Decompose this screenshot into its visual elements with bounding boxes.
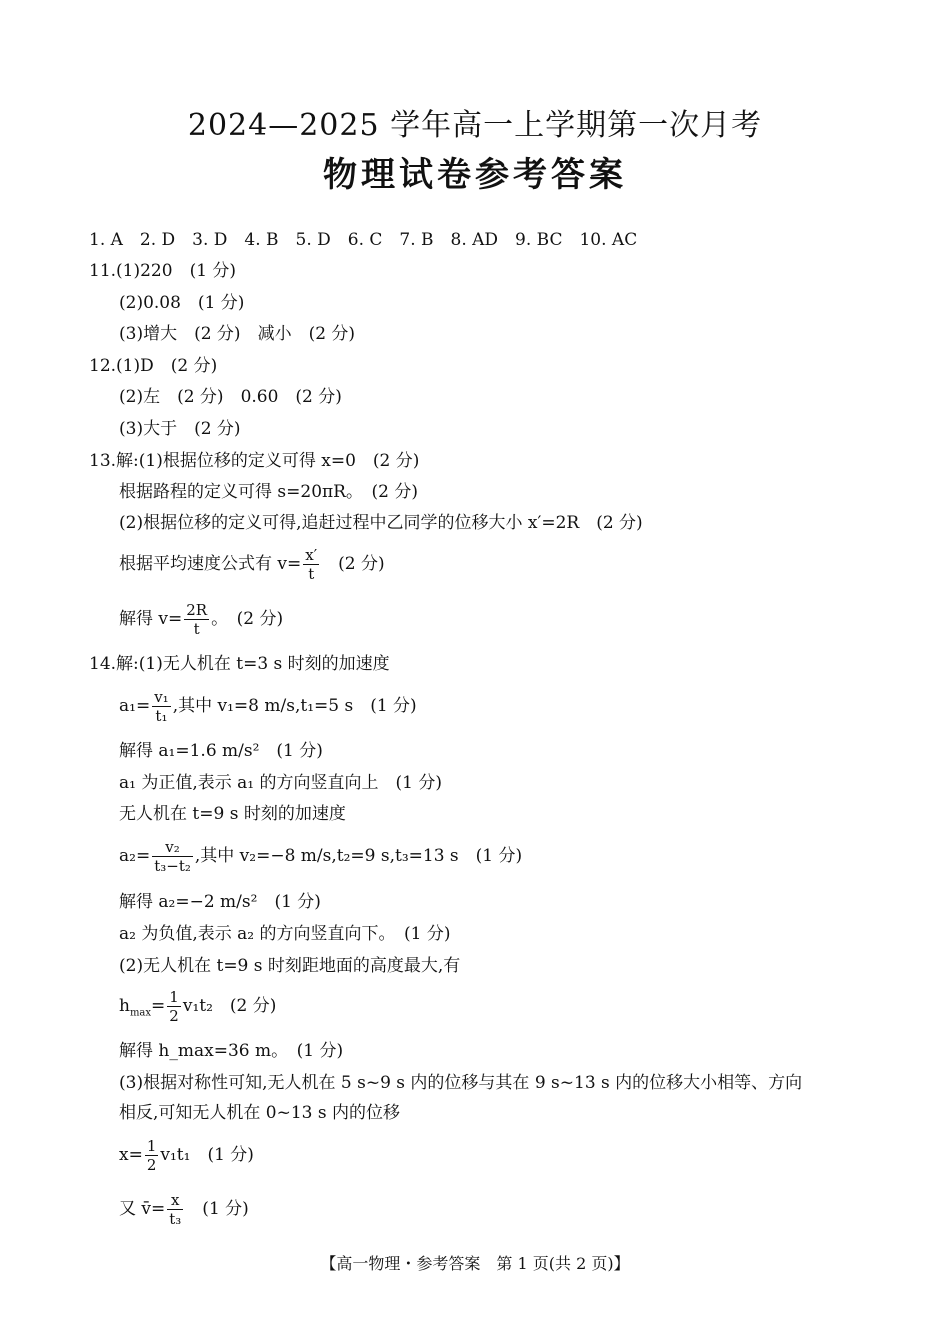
fraction bbox=[152, 688, 171, 725]
q13-average-velocity-formula-pre: 根据平均速度公式有 v= bbox=[119, 554, 302, 574]
formula-post: v₁t₂ (2 分) bbox=[182, 996, 277, 1016]
q11-line-3: (3)增大 (2 分) 减小 (2 分) bbox=[119, 324, 356, 344]
result-pre: 解得 v= bbox=[119, 609, 183, 629]
page-footer: 【高一物理・参考答案 第 1 页(共 2 页)】 bbox=[320, 1254, 630, 1273]
fraction-denominator: t bbox=[308, 565, 315, 583]
q14-line-12: (3)根据对称性可知,无人机在 5 s~9 s 内的位移与其在 9 s~13 s 内的位移大小相等、方向 bbox=[119, 1073, 803, 1093]
q14-line-8: a₂ 为负值,表示 a₂ 的方向竖直向下。 (1 分) bbox=[119, 924, 451, 944]
fraction-numerator: v₁ bbox=[154, 688, 169, 706]
q11-line-1: 11.(1)220 (1 分) bbox=[89, 261, 237, 281]
fraction-denominator: t₃−t₂ bbox=[154, 857, 191, 875]
formula-post: ,其中 v₂=−8 m/s,t₂=9 s,t₃=13 s (1 分) bbox=[194, 846, 523, 866]
q14-line-3: 解得 a₁=1.6 m/s² (1 分) bbox=[119, 741, 323, 761]
fraction-denominator: 2 bbox=[169, 1007, 179, 1025]
choice-answers: 1. A 2. D 3. D 4. B 5. D 6. C 7. B 8. AD 9. BC 10. AC bbox=[89, 230, 638, 250]
formula-post: v₁t₁ (1 分) bbox=[160, 1145, 254, 1165]
hmax-subscript: max bbox=[129, 1007, 152, 1019]
exam-title: 2024—2025 学年高一上学期第一次月考 bbox=[187, 108, 763, 143]
answer-key-title: 物理试卷参考答案 bbox=[323, 155, 627, 195]
q13-line-5 bbox=[119, 601, 283, 638]
fraction-denominator: t bbox=[193, 620, 200, 638]
formula-pre: 又 v̄= bbox=[119, 1199, 166, 1219]
score: 。 (2 分) bbox=[211, 609, 284, 629]
q14-line-15 bbox=[119, 1191, 249, 1228]
q14-line-7: 解得 a₂=−2 m/s² (1 分) bbox=[119, 892, 321, 912]
q14-line-10 bbox=[119, 988, 276, 1025]
formula-post: ,其中 v₁=8 m/s,t₁=5 s (1 分) bbox=[172, 696, 417, 716]
q14-line-14 bbox=[119, 1137, 254, 1174]
hmax-symbol: h bbox=[119, 996, 130, 1016]
formula-post: (1 分) bbox=[185, 1199, 249, 1219]
formula-pre: a₁= bbox=[119, 696, 151, 716]
q12-line-3: (3)大于 (2 分) bbox=[119, 419, 241, 439]
q14-line-4: a₁ 为正值,表示 a₁ 的方向竖直向上 (1 分) bbox=[119, 773, 442, 793]
formula-pre: a₂= bbox=[119, 846, 151, 866]
fraction-numerator: v₂ bbox=[152, 838, 193, 857]
fraction bbox=[184, 601, 209, 638]
q14-line-5: 无人机在 t=9 s 时刻的加速度 bbox=[119, 804, 346, 824]
score: (2 分) bbox=[321, 554, 385, 574]
q14-line-13: 相反,可知无人机在 0~13 s 内的位移 bbox=[119, 1103, 401, 1123]
fraction-numerator: x bbox=[167, 1191, 183, 1210]
q14-line-11: 解得 h_max=36 m。 (1 分) bbox=[119, 1041, 344, 1061]
q11-line-2: (2)0.08 (1 分) bbox=[119, 293, 245, 313]
q13-line-2: 根据路程的定义可得 s=20πR。 (2 分) bbox=[119, 482, 418, 502]
fraction bbox=[152, 838, 193, 875]
equals: = bbox=[151, 996, 166, 1016]
q14-line-2 bbox=[119, 688, 417, 725]
fraction bbox=[167, 1191, 183, 1228]
fraction-denominator: t₁ bbox=[155, 707, 168, 725]
q14-line-9: (2)无人机在 t=9 s 时刻距地面的高度最大,有 bbox=[119, 956, 461, 976]
fraction-denominator: 2 bbox=[146, 1156, 157, 1174]
q12-line-1: 12.(1)D (2 分) bbox=[89, 356, 218, 376]
q13-line-4 bbox=[119, 546, 385, 583]
fraction-numerator: 1 bbox=[146, 1137, 157, 1155]
fraction-denominator: t₃ bbox=[169, 1210, 182, 1228]
fraction bbox=[303, 546, 319, 583]
q14-line-6 bbox=[119, 838, 522, 875]
fraction bbox=[145, 1137, 159, 1174]
fraction-numerator: 1 bbox=[169, 988, 179, 1006]
q13-line-3: (2)根据位移的定义可得,追赶过程中乙同学的位移大小 x′=2R (2 分) bbox=[119, 513, 643, 533]
fraction bbox=[167, 988, 181, 1025]
q13-line-1: 13.解:(1)根据位移的定义可得 x=0 (2 分) bbox=[89, 451, 420, 471]
fraction-numerator: x′ bbox=[305, 546, 318, 564]
fraction-numerator: 2R bbox=[186, 601, 208, 619]
q14-line-1: 14.解:(1)无人机在 t=3 s 时刻的加速度 bbox=[89, 654, 390, 674]
q12-line-2: (2)左 (2 分) 0.60 (2 分) bbox=[119, 387, 342, 407]
formula-pre: x= bbox=[119, 1145, 143, 1165]
